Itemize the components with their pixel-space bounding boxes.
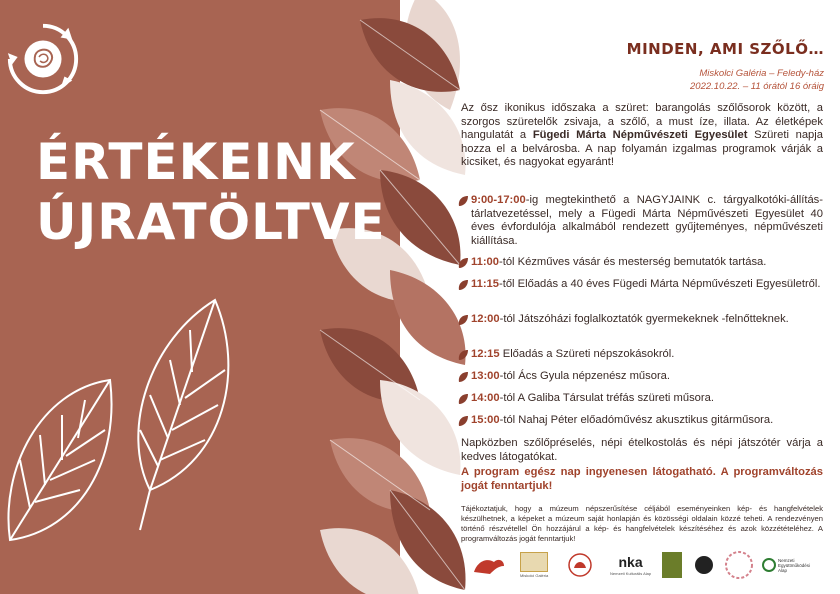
- program-item: [457, 194, 823, 248]
- program-text: -tól Ács Gyula népzenész műsora.: [499, 370, 670, 382]
- program-item: [457, 256, 823, 270]
- nka-logo-text: nka: [618, 554, 643, 570]
- daytime-activities: Napközben szőlőpréselés, népi ételkostolás és népi játszótér várja a kedves látogatókat.: [461, 437, 823, 463]
- free-entry-note: A program egész nap ingyenesen látogatható. A programváltozás jogát fenntartjuk!: [461, 466, 823, 492]
- program-item: [457, 313, 823, 327]
- leaf-bullet-icon: [457, 257, 469, 269]
- galeria-logo-icon: [520, 552, 548, 572]
- intro-bold: Fügedi Márta Népművészeti Egyesület: [532, 129, 748, 141]
- sponsor-logo-green: [662, 548, 682, 582]
- intro-text-2: Szüreti napja hozza el a belvárosba. A nap folyamán izgalmas programok várják a kicsiket, és nagyokat egyaránt!: [461, 129, 823, 168]
- leaf-bullet-icon: [457, 279, 469, 291]
- program-text: -tól Kézműves vásár és mesterség bemutatók tartása.: [499, 256, 767, 268]
- sponsor-logo-dark: [694, 548, 714, 582]
- nemzeti-caption: Nemzeti Együttműködési Alap: [778, 557, 811, 573]
- disclaimer: Tájékoztatjuk, hogy a múzeum népszerűsítése céljából eseményeinken kép- és hangfelvételek készülhetnek, a képeket a múzeum saját honlapján és közösségi oldalain közzé teheti. A rendezvényen történő részvétellel Ön hozzájárul a kép- és hangfelvételek készítéséhez és azok közzétételéhez. A programváltozás jogát fenntartjuk!: [461, 504, 823, 543]
- museum-logo-icon: [472, 554, 506, 576]
- program-item: [457, 278, 823, 292]
- program-item: [457, 392, 823, 406]
- nemzeti-logo-icon: [762, 558, 776, 572]
- program-item: [457, 414, 823, 428]
- floral-logo-icon: [724, 550, 754, 580]
- sponsor-logo-museum: [472, 548, 506, 582]
- program-text: Előadás a Szüreti népszokásokról.: [499, 348, 675, 360]
- main-title-line1: ÉRTÉKEINK: [36, 133, 356, 191]
- program-item: [457, 370, 823, 384]
- main-title: [36, 132, 396, 252]
- main-title-line2: ÚJRATÖLTVE: [36, 193, 386, 251]
- program-text: -tól Nahaj Péter előadóművész akusztikus gitárműsora.: [499, 414, 774, 426]
- venue: Miskolci Galéria – Feledy-ház: [699, 68, 824, 79]
- leaf-bullet-icon: [457, 415, 469, 427]
- nka-caption: Nemzeti Kulturális Alap: [610, 571, 652, 576]
- rose-recycle-logo-icon: [4, 20, 82, 98]
- program-time: 11:00: [471, 256, 499, 268]
- leaf-shapes: [320, 0, 466, 594]
- intro-text-1: Az ősz ikonikus időszaka a szüret: barangolás szőlősorok között, a szorgos szüretelők zsivaja, a szőlő, a must íze, illata. Az életképek hangulatát a: [461, 102, 823, 141]
- sponsor-logos: [470, 548, 830, 588]
- event-title: MINDEN, AMI SZŐLŐ…: [626, 40, 824, 58]
- galeria-caption: Miskolci Galéria: [520, 573, 549, 578]
- sponsor-logo-association: [566, 548, 594, 582]
- leaf-bullet-icon: [457, 393, 469, 405]
- program-text: -tól A Galiba Társulat tréfás szüreti műsora.: [499, 392, 714, 404]
- sponsor-logo-galeria: [520, 548, 548, 582]
- sponsor-logo-nemzeti: [762, 548, 816, 582]
- program-time: 12:15: [471, 348, 500, 360]
- program-text: -tól Játszóházi foglalkoztatók gyermekeknek -felnőtteknek.: [499, 313, 789, 325]
- program-time: 11:15: [471, 278, 499, 290]
- program-time: 9:00-17:00: [471, 194, 526, 206]
- program-time: 15:00: [471, 414, 500, 426]
- leaf-bullet-icon: [457, 349, 469, 361]
- program-time: 14:00: [471, 392, 500, 404]
- association-logo-icon: [566, 552, 594, 578]
- sponsor-logo-floral: [724, 548, 754, 582]
- program-time: 13:00: [471, 370, 500, 382]
- program-item: [457, 348, 823, 362]
- event-dates: 2022.10.22. – 11 órától 16 óráig: [690, 81, 824, 92]
- program-text: -től Előadás a 40 éves Fügedi Márta Népművészeti Egyesületről.: [499, 278, 821, 290]
- sponsor-logo-nka: [610, 548, 651, 582]
- outline-leaves-illustration: [0, 290, 260, 590]
- leaf-bullet-icon: [457, 371, 469, 383]
- dark-logo-icon: [694, 552, 714, 578]
- leaf-bullet-icon: [457, 195, 469, 207]
- program-time: 12:00: [471, 313, 500, 325]
- intro-paragraph: [461, 102, 823, 170]
- leaf-strip: [300, 0, 470, 594]
- green-logo-icon: [662, 552, 682, 578]
- program-text: -ig megtekinthető a NAGYJAINK c. tárgyalkotóki-állítás-tárlatvezetéssel, mely a Fügedi Márta Népművészeti Egyesület 40 éves évfordulója alkalmából rendezett gyűjteményes, népművészeti kiállítása.: [471, 194, 823, 247]
- leaf-bullet-icon: [457, 314, 469, 326]
